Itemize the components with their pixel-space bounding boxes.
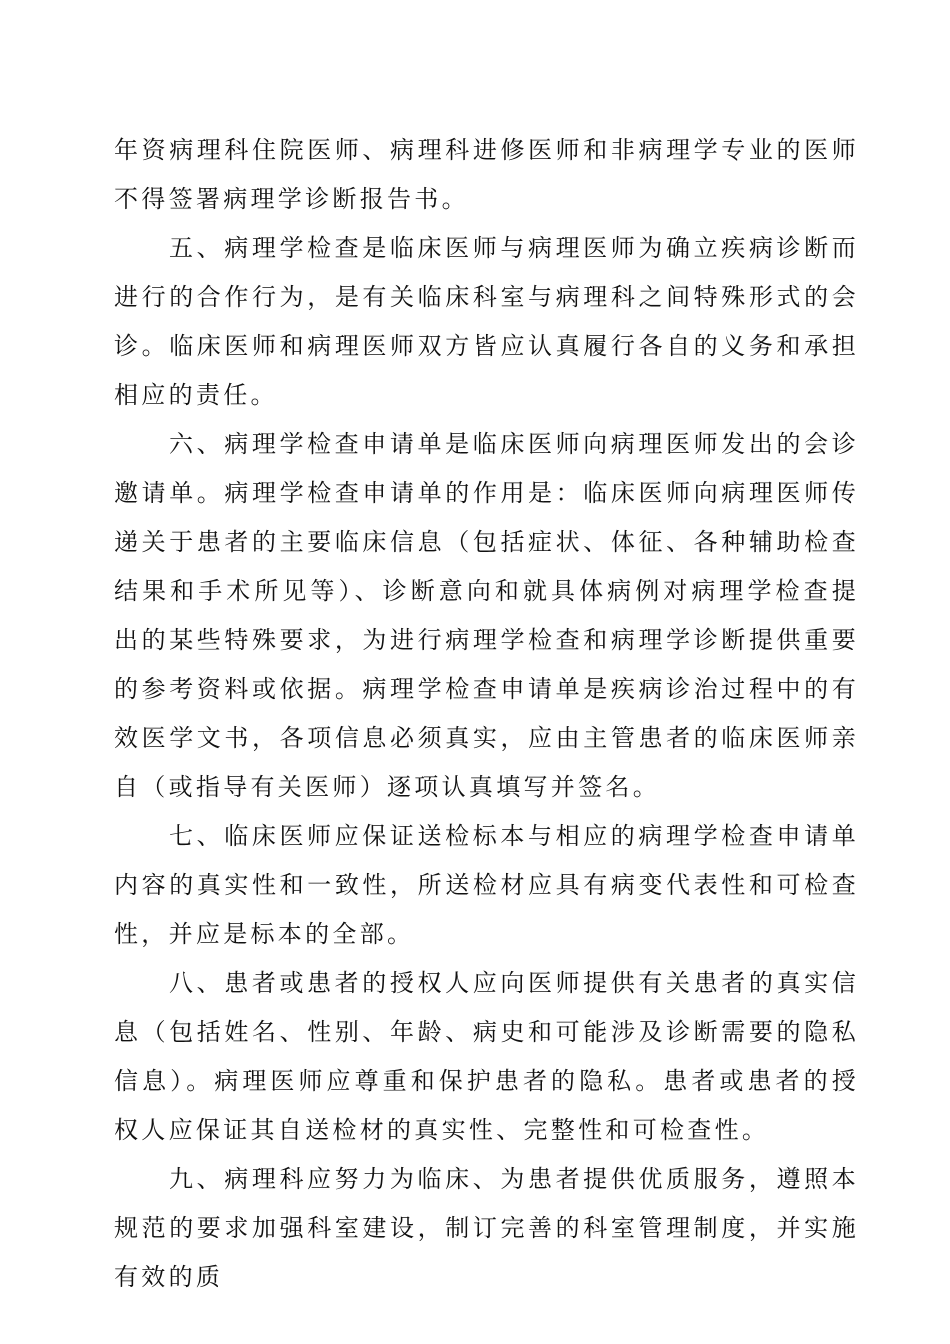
paragraph-item-7: 七、临床医师应保证送检标本与相应的病理学检查申请单内容的真实性和一致性，所送检材应具有病变代表性和可检查性，并应是标本的全部。 (114, 822, 859, 948)
document-body (114, 126, 859, 1302)
paragraph-continuation: 年资病理科住院医师、病理科进修医师和非病理学专业的医师不得签署病理学诊断报告书。 (114, 136, 859, 213)
paragraph-item-8: 八、患者或患者的授权人应向医师提供有关患者的真实信息（包括姓名、性别、年龄、病史和可能涉及诊断需要的隐私信息）。病理医师应尊重和保护患者的隐私。患者或患者的授权人应保证其自送检材的真实性、完整性和可检查性。 (114, 969, 859, 1144)
paragraph-item-9: 九、病理科应努力为临床、为患者提供优质服务，遵照本规范的要求加强科室建设，制订完善的科室管理制度，并实施有效的质 (114, 1165, 859, 1291)
paragraph-item-5: 五、病理学检查是临床医师与病理医师为确立疾病诊断而进行的合作行为，是有关临床科室与病理科之间特殊形式的会诊。临床医师和病理医师双方皆应认真履行各自的义务和承担相应的责任。 (114, 234, 859, 409)
paragraph-item-6: 六、病理学检查申请单是临床医师向病理医师发出的会诊邀请单。病理学检查申请单的作用是：临床医师向病理医师传递关于患者的主要临床信息（包括症状、体征、各种辅助检查结果和手术所见等）、诊断意向和就具体病例对病理学检查提出的某些特殊要求，为进行病理学检查和病理学诊断提供重要的参考资料或依据。病理学检查申请单是疾病诊治过程中的有效医学文书，各项信息必须真实，应由主管患者的临床医师亲自（或指导有关医师）逐项认真填写并签名。 (114, 430, 859, 801)
